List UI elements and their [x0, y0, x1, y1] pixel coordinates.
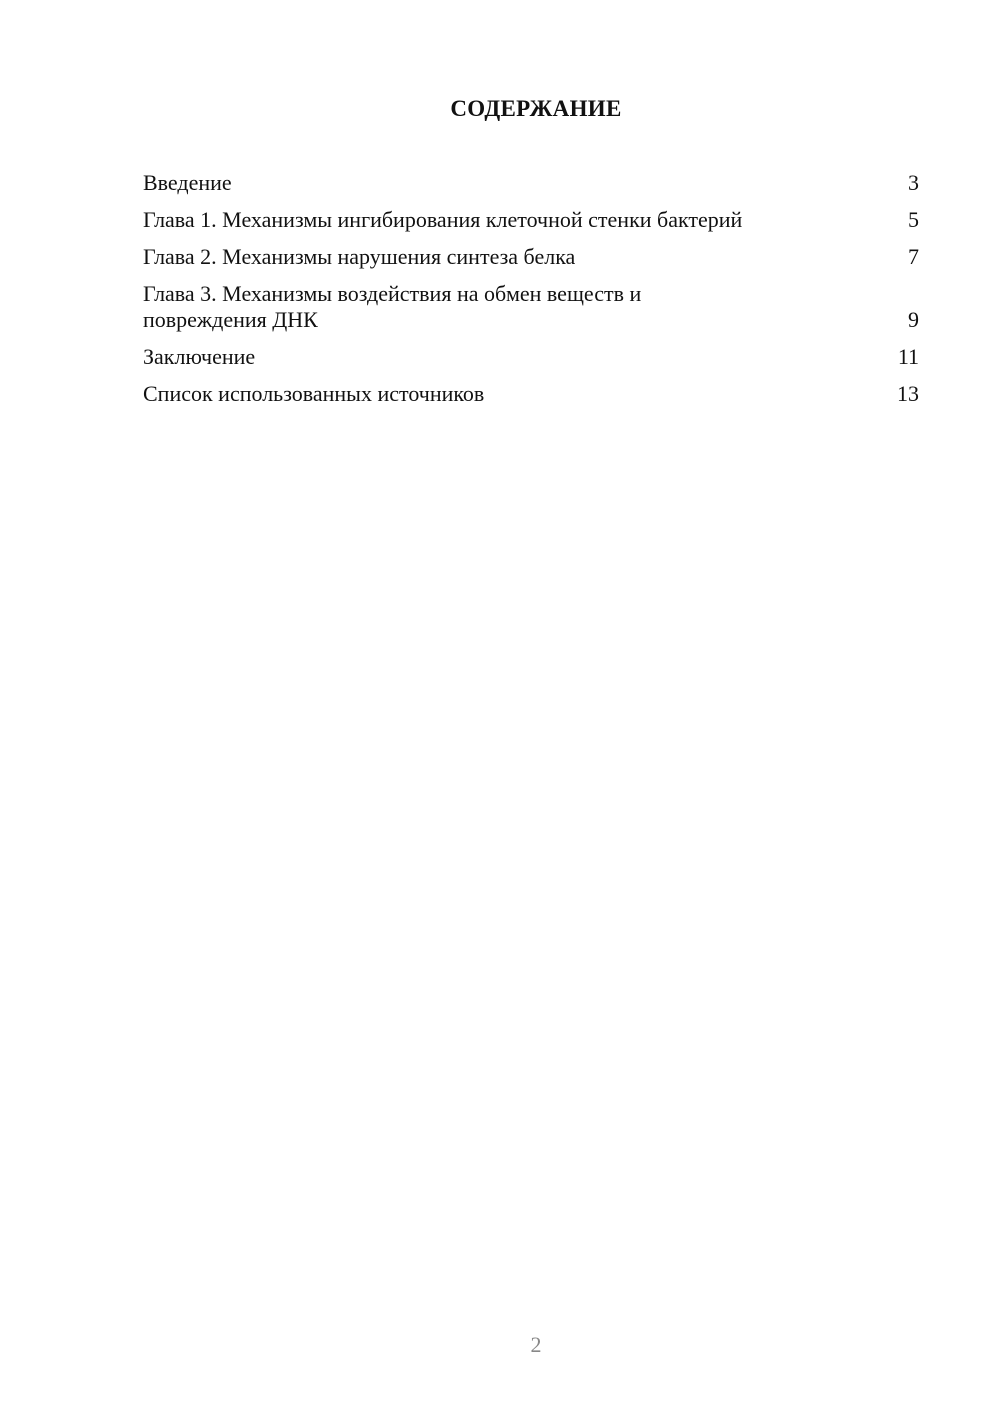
toc-entry-chapter-2	[143, 244, 919, 270]
toc-entry-page: 13	[897, 381, 919, 406]
page-number: 2	[530, 1332, 542, 1357]
toc-entry-label: Заключение	[143, 344, 256, 369]
toc-entry-page: 9	[908, 307, 919, 332]
toc-entry-references	[143, 381, 919, 407]
toc-entry-conclusion	[143, 344, 919, 370]
toc-entry-label: Введение	[143, 170, 232, 195]
toc-entry-page: 11	[897, 344, 919, 369]
toc-entry-page: 7	[908, 244, 919, 269]
toc-entry-label: Глава 1. Механизмы ингибирования клеточной стенки бактерий	[143, 207, 743, 232]
toc-entry-introduction	[143, 170, 919, 196]
toc-entry-label: Глава 3. Механизмы воздействия на обмен веществ и повреждения ДНК	[143, 281, 642, 332]
table-of-contents	[143, 170, 919, 418]
toc-title: СОДЕРЖАНИЕ	[450, 96, 622, 121]
toc-entry-label: Глава 2. Механизмы нарушения синтеза белка	[143, 244, 576, 269]
toc-entry-chapter-1	[143, 207, 919, 233]
toc-entry-chapter-3	[143, 281, 919, 333]
toc-entry-label: Список использованных источников	[143, 381, 485, 406]
toc-entry-page: 3	[908, 170, 919, 195]
toc-entry-page: 5	[908, 207, 919, 232]
